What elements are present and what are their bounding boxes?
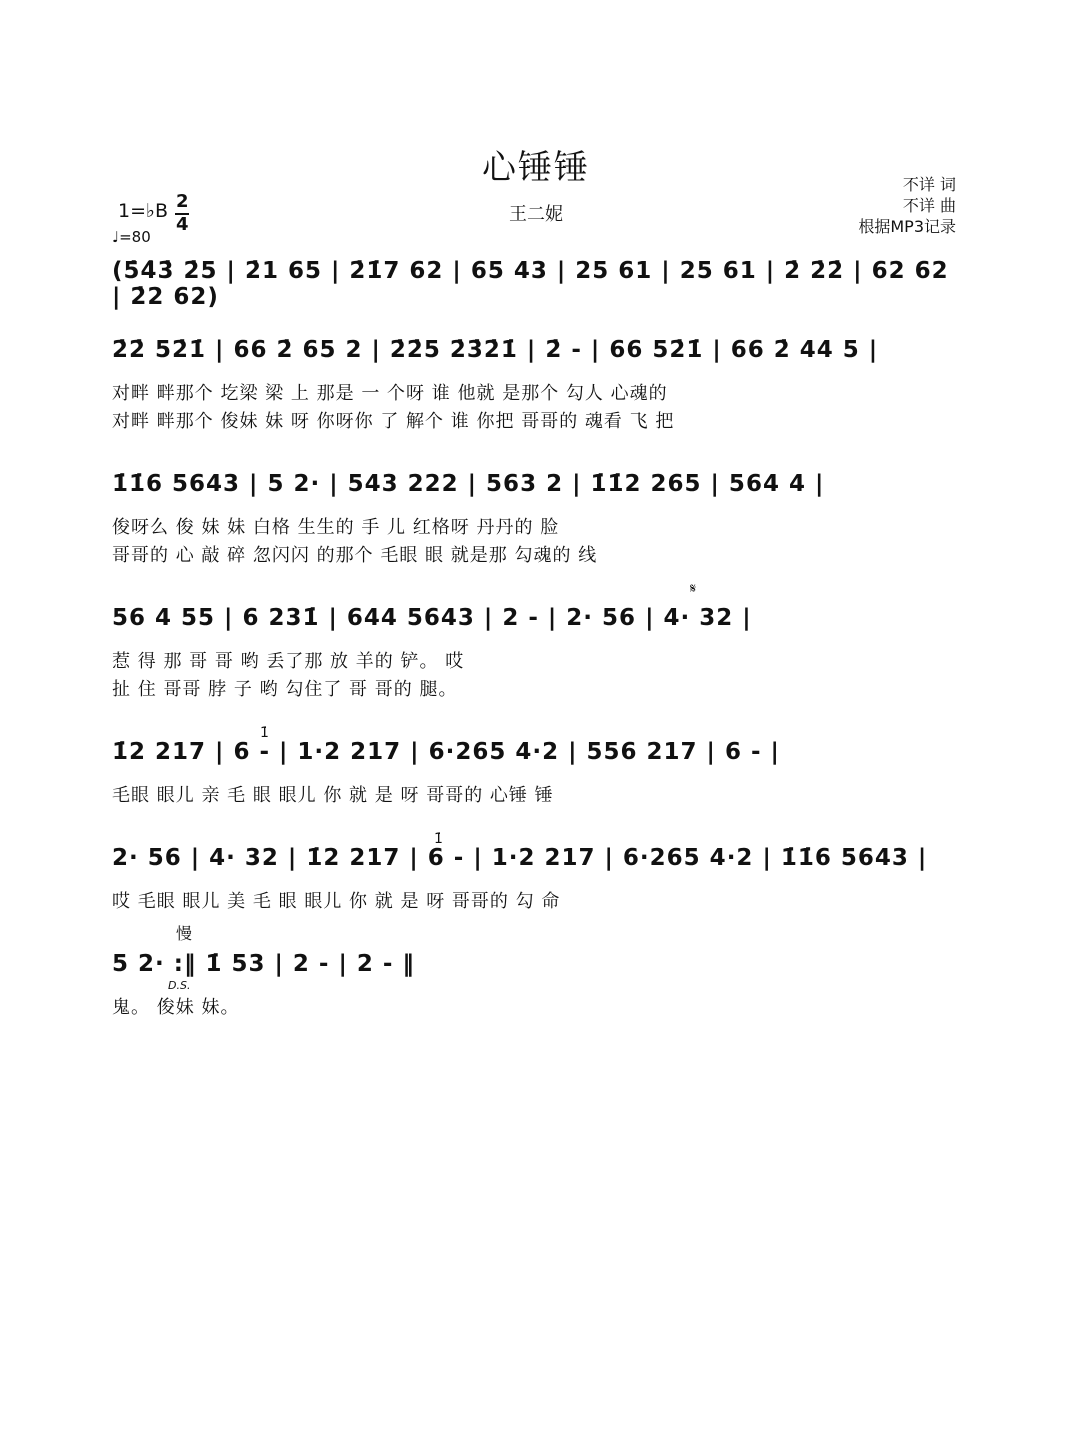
notation-line: 1̇1̇6 5643 | 5 2· | 543 222 | 563 2 | 1̇1̇2 265 | 564 4 |	[112, 471, 825, 497]
lyric-verse-2: 对畔 畔那个 俊妹 妹 呀 你呀你 了 解个 谁 你把 哥哥的 魂看 飞 把	[112, 411, 675, 432]
ds-mark: D.S.	[168, 979, 191, 992]
notation-line: 1̇2 217 | 6 - | 1·2 217 | 6·265 4·2 | 556 217 | 6 - |	[112, 739, 780, 765]
lyric-verse-2: 哥哥的 心 敲 碎 忽闪闪 的那个 毛眼 眼 就是那 勾魂的 线	[112, 545, 598, 566]
notation-line: 5 2· :‖ 1̇ 53 | 2 - | 2 - ‖	[112, 951, 415, 977]
singer-name: 王二妮	[509, 204, 563, 225]
notation-line: 2· 56 | 4· 32 | 1̇2 217 | 6 - | 1·2 217 | 6·265 4·2 | 1̇1̇6 5643 |	[112, 845, 928, 871]
tempo-mark: ♩=80	[112, 228, 151, 246]
lyric-verse-1: 鬼。 俊妹 妹。	[112, 997, 240, 1018]
quarter-note-icon: ♩	[112, 228, 120, 246]
time-signature-bottom: 4	[176, 214, 189, 235]
segno-icon: 𝄋	[690, 581, 697, 597]
notation-line: (5̇4̇3̇ 2̇5 | 2̇1 65 | 2̇1̇7 62 | 65 43 | 25 61 | 25 61 | 2̇ 2̇2̇ | 62 62 | 2̇2 62)	[112, 258, 949, 310]
lyric-verse-1: 惹 得 那 哥 哥 哟 丢了那 放 羊的 铲。 哎	[112, 651, 465, 672]
lyric-verse-1: 哎 毛眼 眼儿 美 毛 眼 眼儿 你 就 是 呀 哥哥的 勾 命	[112, 891, 561, 912]
lyric-verse-1: 对畔 畔那个 圪梁 梁 上 那是 一 个呀 谁 他就 是那个 勾人 心魂的	[112, 383, 668, 404]
tempo-slow-mark: 慢	[176, 924, 193, 943]
grace-note: 1̇	[434, 831, 443, 847]
composer-credit: 不详 曲	[902, 196, 956, 215]
time-signature-top: 2	[176, 191, 189, 212]
grace-note: 1̇	[260, 725, 269, 741]
lyric-verse-1: 毛眼 眼儿 亲 毛 眼 眼儿 你 就 是 呀 哥哥的 心锤 锤	[112, 785, 554, 806]
lyric-verse-2: 扯 住 哥哥 脖 子 哟 勾住了 哥 哥的 腿。	[112, 679, 458, 700]
notation-line: 2̇2̇ 52̇1̇ | 66 2̇ 65 2 | 2̇2̇5 2̇3̇2̇1̇ | 2̇ - | 66 52̇1̇ | 66 2̇ 44 5 |	[112, 337, 879, 363]
song-title: 心锤锤	[482, 148, 590, 188]
lyric-verse-1: 俊呀么 俊 妹 妹 白格 生生的 手 儿 红格呀 丹丹的 脸	[112, 517, 560, 538]
notation-line: 56 4 55 | 6 231̇ | 644 5643 | 2 - | 2· 56 | 4· 32 |	[112, 605, 752, 631]
lyricist-credit: 不详 词	[902, 175, 956, 194]
key-signature: 1=♭B	[118, 200, 169, 222]
transcription-note: 根据MP3记录	[858, 217, 956, 236]
